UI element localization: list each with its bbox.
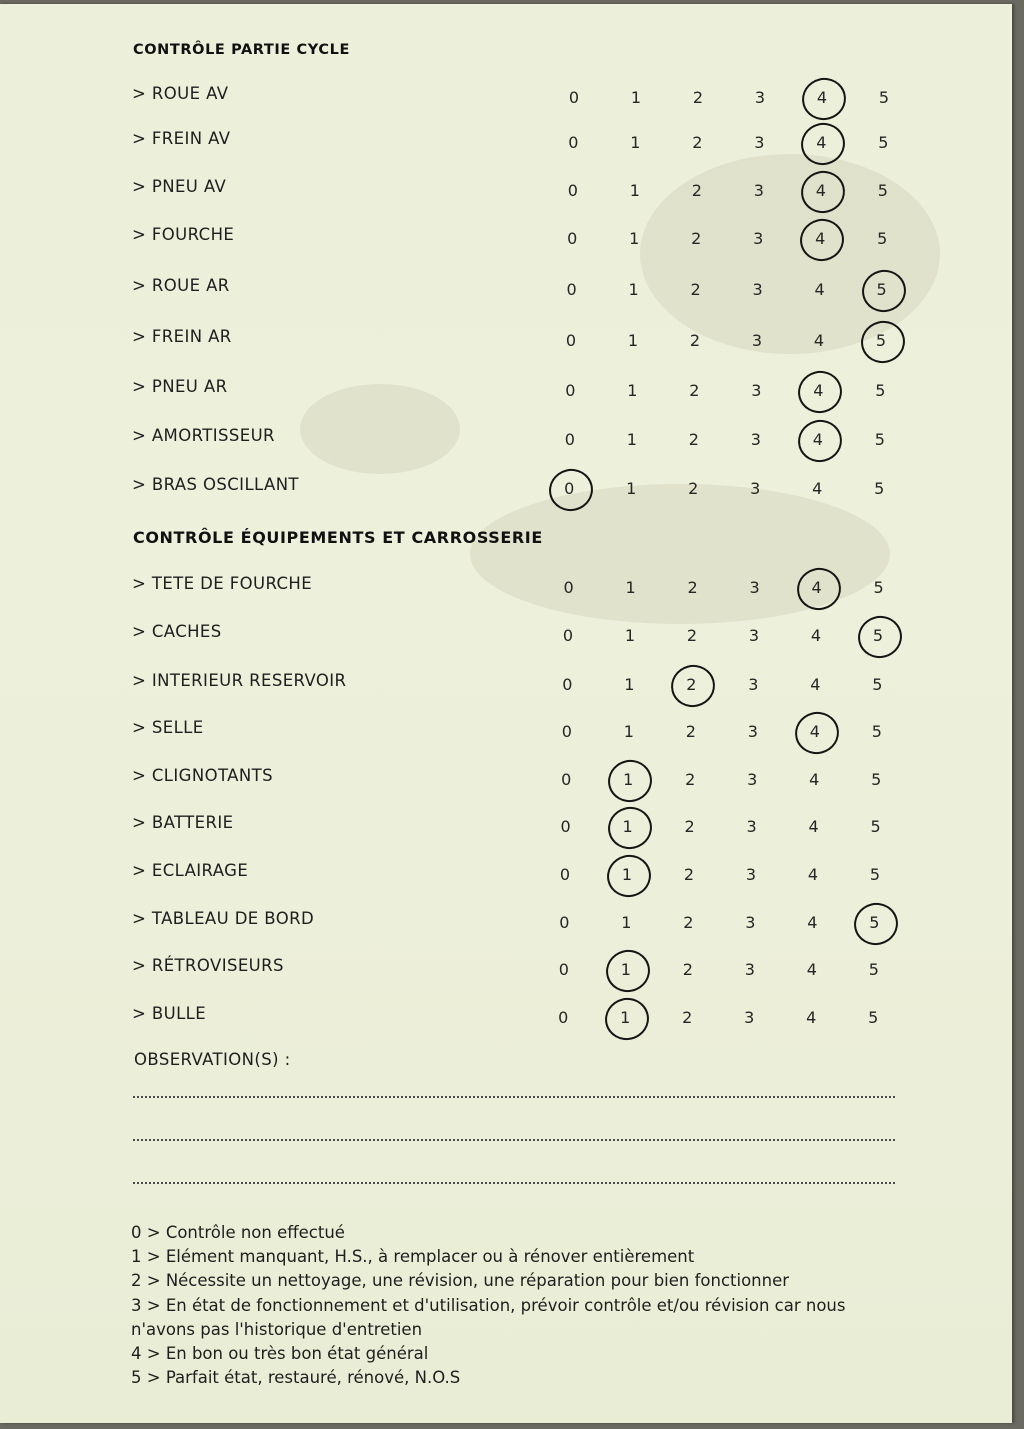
- score-option: 5: [878, 88, 890, 107]
- score-option: 2: [683, 865, 695, 884]
- score-option: 0: [565, 331, 577, 350]
- score-option: 3: [753, 229, 764, 248]
- row-label: > FREIN AR: [132, 327, 232, 346]
- score-option: 4: [812, 479, 823, 498]
- observations-label: OBSERVATION(S) :: [134, 1050, 291, 1069]
- row-label: > SELLE: [132, 718, 204, 737]
- section-title-cycle: CONTRÔLE PARTIE CYCLE: [133, 42, 350, 58]
- score-option: 3: [747, 770, 758, 789]
- score-option: 4: [807, 865, 819, 884]
- legend-line: 5 > Parfait état, restauré, rénové, N.O.S: [131, 1368, 461, 1387]
- row-label: > RÉTROVISEURS: [132, 956, 284, 975]
- score-option: 2: [685, 722, 696, 741]
- score-option: 2: [692, 133, 703, 152]
- score-option: 4: [814, 280, 825, 299]
- row-label: > BATTERIE: [132, 813, 234, 832]
- score-option: 2: [682, 960, 693, 979]
- score-option: 1: [626, 430, 637, 449]
- score-option: 0: [567, 181, 578, 200]
- score-option: 3: [753, 181, 764, 200]
- observation-line: [133, 1096, 895, 1098]
- score-option: 4: [806, 960, 817, 979]
- score-option: 5: [875, 381, 886, 400]
- row-label: > ROUE AV: [132, 84, 229, 103]
- score-option: 0: [560, 817, 571, 836]
- score-option: 4: [809, 722, 820, 741]
- score-option: 1: [621, 865, 633, 884]
- score-option: 0: [561, 722, 572, 741]
- score-option: 5: [876, 280, 887, 299]
- inspection-sheet: [0, 4, 1012, 1423]
- score-option: 4: [810, 675, 821, 694]
- score-option: 4: [806, 1008, 817, 1027]
- score-option: 4: [813, 381, 824, 400]
- score-option: 4: [816, 88, 828, 107]
- score-option: 5: [870, 817, 881, 836]
- score-option: 4: [810, 626, 822, 645]
- legend-line: 4 > En bon ou très bon état général: [131, 1344, 429, 1363]
- score-option: 1: [627, 331, 639, 350]
- observation-line: [133, 1139, 895, 1141]
- score-option: 1: [629, 181, 640, 200]
- score-option: 5: [869, 913, 880, 932]
- row-label: > TETE DE FOURCHE: [132, 574, 313, 593]
- observation-line: [133, 1182, 895, 1184]
- score-option: 1: [621, 913, 632, 932]
- score-option: 2: [686, 675, 697, 694]
- score-option: 0: [564, 479, 575, 498]
- score-option: 2: [691, 181, 702, 200]
- row-label: > BRAS OSCILLANT: [132, 475, 299, 494]
- row-label: > AMORTISSEUR: [132, 426, 275, 445]
- score-option: 5: [874, 430, 885, 449]
- score-option: 1: [623, 722, 634, 741]
- legend-line: 3 > En état de fonctionnement et d'utilisation, prévoir contrôle et/ou révision car nous: [131, 1296, 846, 1315]
- score-option: 0: [559, 865, 571, 884]
- score-option: 0: [559, 913, 570, 932]
- score-option: 4: [816, 133, 827, 152]
- score-option: 3: [751, 331, 763, 350]
- row-label: > PNEU AV: [132, 177, 227, 196]
- score-option: 4: [815, 229, 826, 248]
- score-option: 2: [691, 229, 702, 248]
- score-option: 2: [687, 578, 698, 597]
- score-option: 5: [875, 331, 887, 350]
- legend-line: 2 > Nécessite un nettoyage, une révision, une réparation pour bien fonctionner: [131, 1271, 790, 1290]
- row-label: > BULLE: [132, 1004, 207, 1023]
- score-option: 4: [812, 430, 823, 449]
- score-option: 1: [628, 280, 639, 299]
- row-label: > CLIGNOTANTS: [132, 766, 273, 785]
- score-option: 0: [567, 229, 578, 248]
- score-option: 0: [562, 626, 574, 645]
- score-option: 1: [624, 675, 635, 694]
- score-option: 5: [872, 626, 884, 645]
- score-option: 0: [565, 381, 576, 400]
- score-option: 0: [558, 960, 569, 979]
- score-option: 3: [752, 280, 763, 299]
- score-option: 5: [874, 479, 885, 498]
- score-option: 0: [563, 578, 574, 597]
- score-option: 2: [685, 770, 696, 789]
- score-option: 4: [809, 770, 820, 789]
- score-option: 2: [688, 479, 699, 498]
- paper-smudge: [300, 384, 460, 474]
- score-option: 3: [750, 479, 761, 498]
- score-option: 2: [682, 1008, 693, 1027]
- row-label: > INTERIEUR RESERVOIR: [132, 671, 347, 690]
- score-option: 1: [625, 578, 636, 597]
- row-label: > ECLAIRAGE: [132, 861, 249, 880]
- score-option: 1: [630, 88, 642, 107]
- score-option: 5: [877, 181, 888, 200]
- score-option: 2: [684, 817, 695, 836]
- score-option: 3: [745, 865, 757, 884]
- score-option: 1: [622, 817, 633, 836]
- score-option: 2: [688, 430, 699, 449]
- score-option: 2: [689, 381, 700, 400]
- score-option: 2: [690, 280, 701, 299]
- paper-smudge: [470, 484, 890, 624]
- score-option: 2: [686, 626, 698, 645]
- score-option: 5: [873, 578, 884, 597]
- row-label: > FREIN AV: [132, 129, 231, 148]
- score-option: 5: [871, 770, 882, 789]
- score-option: 3: [744, 1008, 755, 1027]
- score-option: 3: [747, 722, 758, 741]
- score-option: 1: [629, 229, 640, 248]
- score-option: 5: [878, 133, 889, 152]
- score-option: 1: [620, 960, 631, 979]
- score-option: 3: [746, 817, 757, 836]
- section-title-equipment: CONTRÔLE ÉQUIPEMENTS ET CARROSSERIE: [133, 528, 543, 547]
- row-label: > CACHES: [132, 622, 222, 641]
- score-option: 1: [623, 770, 634, 789]
- score-option: 4: [808, 817, 819, 836]
- legend-line: 1 > Elément manquant, H.S., à remplacer ou à rénover entièrement: [131, 1247, 695, 1266]
- score-option: 0: [568, 133, 579, 152]
- score-option: 3: [748, 675, 759, 694]
- score-option: 4: [813, 331, 825, 350]
- score-option: 3: [754, 88, 766, 107]
- score-option: 5: [877, 229, 888, 248]
- score-option: 1: [620, 1008, 631, 1027]
- row-label: > FOURCHE: [132, 225, 235, 244]
- score-option: 3: [750, 430, 761, 449]
- score-option: 0: [568, 88, 580, 107]
- score-option: 0: [564, 430, 575, 449]
- score-option: 0: [566, 280, 577, 299]
- score-option: 5: [868, 960, 879, 979]
- score-option: 3: [754, 133, 765, 152]
- legend-line: n'avons pas l'historique d'entretien: [131, 1320, 423, 1339]
- score-option: 4: [811, 578, 822, 597]
- row-label: > PNEU AR: [132, 377, 228, 396]
- score-option: 5: [868, 1008, 879, 1027]
- legend-line: 0 > Contrôle non effectué: [131, 1223, 345, 1242]
- score-option: 5: [872, 675, 883, 694]
- score-option: 1: [624, 626, 636, 645]
- score-option: 0: [561, 770, 572, 789]
- score-option: 2: [683, 913, 694, 932]
- score-option: 1: [626, 479, 637, 498]
- score-option: 0: [562, 675, 573, 694]
- score-option: 3: [745, 913, 756, 932]
- score-option: 2: [692, 88, 704, 107]
- score-option: 4: [815, 181, 826, 200]
- score-option: 3: [744, 960, 755, 979]
- score-option: 5: [869, 865, 881, 884]
- score-option: 4: [807, 913, 818, 932]
- score-option: 3: [751, 381, 762, 400]
- score-option: 0: [558, 1008, 569, 1027]
- score-option: 5: [871, 722, 882, 741]
- score-option: 3: [749, 578, 760, 597]
- score-option: 3: [748, 626, 760, 645]
- score-option: 1: [630, 133, 641, 152]
- row-label: > TABLEAU DE BORD: [132, 909, 315, 928]
- score-option: 2: [689, 331, 701, 350]
- score-option: 1: [627, 381, 638, 400]
- row-label: > ROUE AR: [132, 276, 230, 295]
